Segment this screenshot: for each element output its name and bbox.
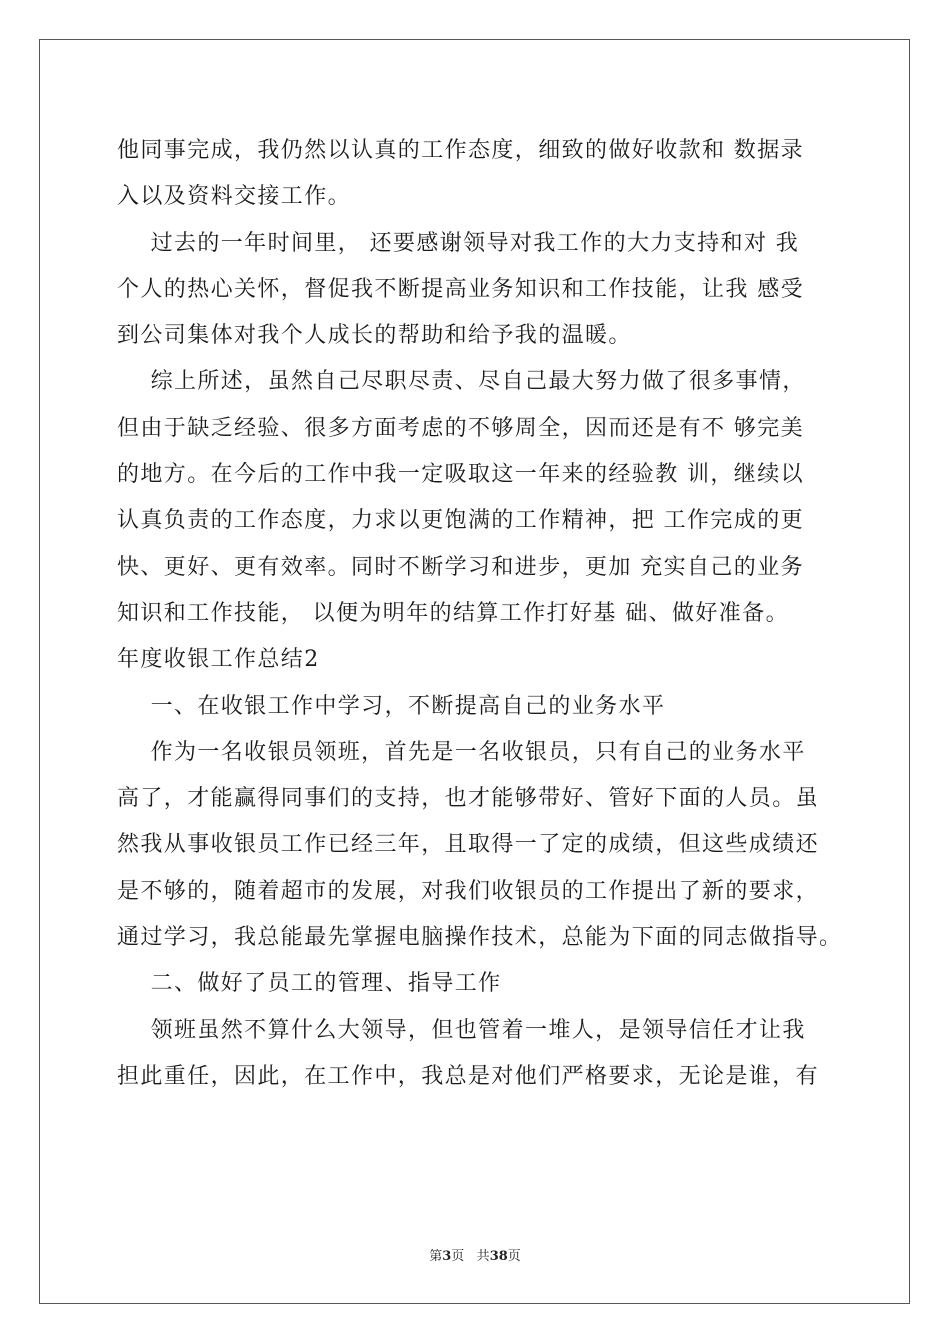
subheading: 二、做好了员工的管理、指导工作 — [117, 971, 502, 997]
text-line: 然我从事收银员工作已经三年，且取得一了定的成绩，但这些成绩还 — [117, 832, 820, 858]
text-line: 综上所述，虽然自己尽职尽责、尽自己最大努力做了很多事情， — [117, 369, 806, 395]
text-line: 到公司集体对我个人成长的帮助和给予我的温暖。 — [117, 323, 632, 349]
text-line: 担此重任，因此，在工作中，我总是对他们严格要求，无论是谁，有 — [117, 1063, 820, 1089]
text-line: 知识和工作技能， 以便为明年的结算工作打好基 础、做好准备。 — [117, 600, 789, 626]
current-page-number: 3 — [442, 1249, 452, 1264]
subheading: 一、在收银工作中学习，不断提高自己的业务水平 — [117, 693, 666, 719]
text-line: 个人的热心关怀，督促我不断提高业务知识和工作技能，让我 感受 — [117, 276, 804, 302]
footer-page-unit: 页 — [451, 1249, 465, 1264]
text-line: 领班虽然不算什么大领导，但也管着一堆人，是领导信任才让我 — [117, 1017, 806, 1043]
footer-prefix: 第 — [429, 1249, 443, 1264]
text-line: 作为一名收银员领班，首先是一名收银员，只有自己的业务水平 — [117, 739, 806, 765]
document-body — [117, 128, 843, 1100]
total-pages-number: 38 — [489, 1249, 508, 1264]
text-line: 但由于缺乏经验、很多方面考虑的不够周全，因而还是有不 够完美 — [117, 415, 804, 441]
text-line: 是不够的，随着超市的发展，对我们收银员的工作提出了新的要求， — [117, 878, 820, 904]
footer-total-unit: 页 — [507, 1249, 521, 1264]
text-line: 他同事完成，我仍然以认真的工作态度，细致的做好收款和 数据录 — [117, 138, 804, 163]
text-line: 的地方。在今后的工作中我一定吸取这一年来的经验教 训，继续以 — [117, 462, 804, 488]
footer-total-prefix: 共 — [476, 1249, 490, 1264]
text-line: 认真负责的工作态度，力求以更饱满的工作精神，把 工作完成的更 — [117, 508, 804, 534]
text-line: 快、更好、更有效率。同时不断学习和进步，更加 充实自己的业务 — [117, 554, 804, 580]
text-line: 高了，才能赢得同事们的支持，也才能够带好、管好下面的人员。虽 — [117, 786, 820, 812]
section-heading: 年度收银工作总结2 — [117, 647, 320, 673]
text-line: 过去的一年时间里， 还要感谢领导对我工作的大力支持和对 我 — [117, 230, 800, 256]
text-line: 通过学习，我总能最先掌握电脑操作技术，总能为下面的同志做指导。 — [117, 925, 843, 951]
text-line: 入以及资料交接工作。 — [117, 184, 352, 210]
page-footer — [0, 1245, 950, 1264]
